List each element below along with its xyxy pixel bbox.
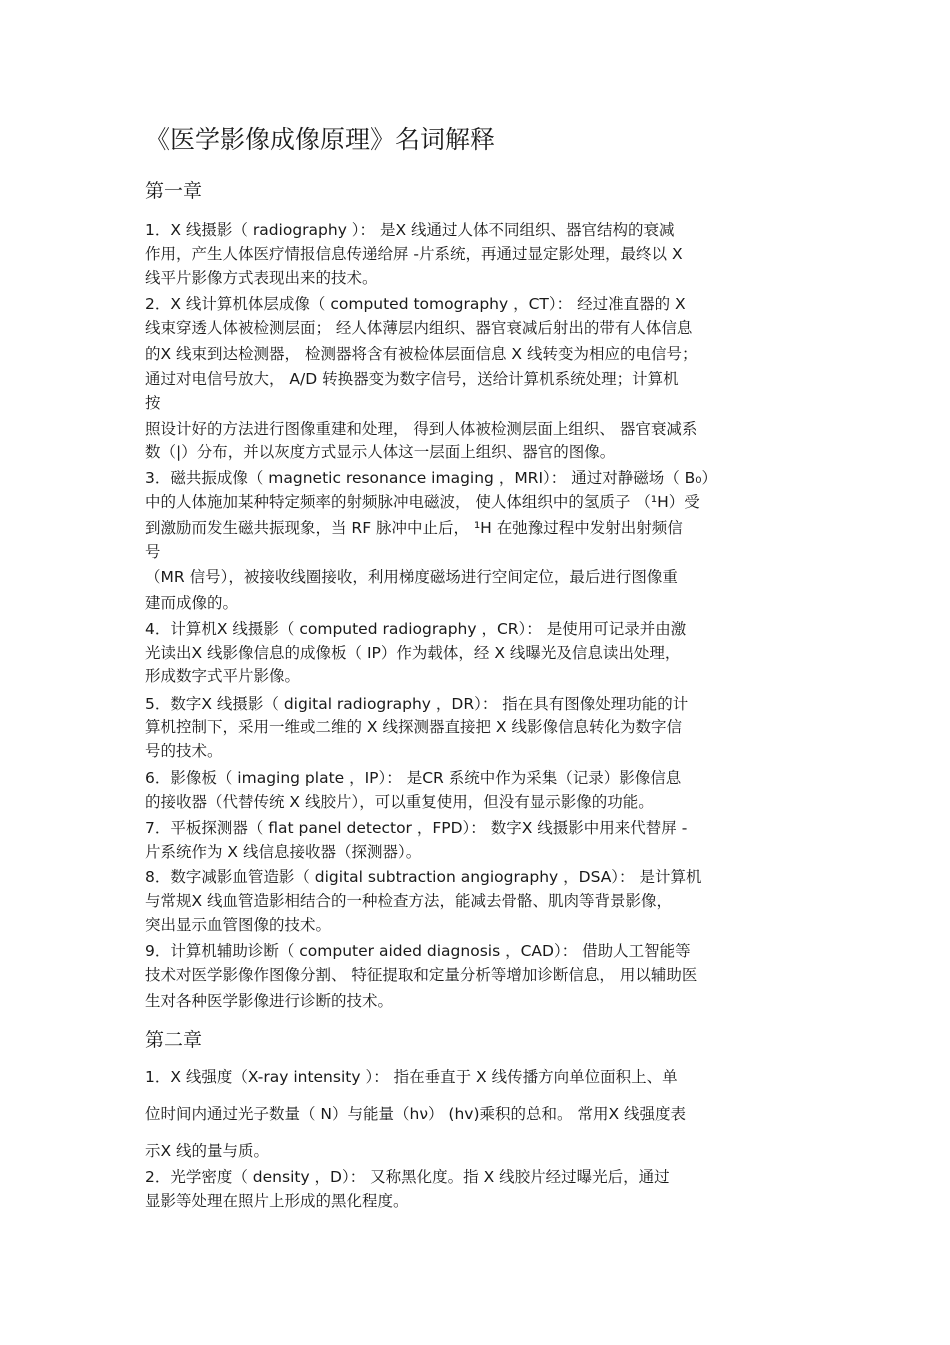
text-line: 技术对医学影像作图像分割、 特征提取和定量分析等增加诊断信息， 用以辅助医 bbox=[145, 966, 698, 984]
text-line: 的X 线束到达检测器， 检测器将含有被检体层面信息 X 线转变为相应的电信号； bbox=[145, 345, 698, 363]
text-line: 7．平板探测器（ flat panel detector ，FPD）： 数字X 线摄影中用来代替屏 - bbox=[145, 819, 688, 837]
text-line: 9．计算机辅助诊断（ computer aided diagnosis ，CAD）： 借助人工智能等 bbox=[145, 942, 691, 960]
text-line: 位时间内通过光子数量（ N）与能量（hν） (hv)乘积的总和。 常用X 线强度表 bbox=[145, 1105, 686, 1123]
text-line: 通过对电信号放大， A/D 转换器变为数字信号，送给计算机系统处理；计算机 bbox=[145, 370, 679, 388]
text-line: 中的人体施加某种特定频率的射频脉冲电磁波， 使人体组织中的氢质子 （¹H）受 bbox=[145, 493, 700, 511]
text-line: 生对各种医学影像进行诊断的技术。 bbox=[145, 992, 394, 1010]
text-line: （MR 信号），被接收线圈接收，利用梯度磁场进行空间定位，最后进行图像重 bbox=[145, 568, 678, 586]
text-line: 4．计算机X 线摄影（ computed radiography ，CR）： 是使用可记录并由激 bbox=[145, 620, 687, 638]
text-line: 号的技术。 bbox=[145, 742, 223, 760]
text-line: 示X 线的量与质。 bbox=[145, 1142, 270, 1160]
page-title: 《医学影像成像原理》名词解释 bbox=[145, 125, 496, 154]
text-line: 线平片影像方式表现出来的技术。 bbox=[145, 269, 378, 287]
text-line: 显影等处理在照片上形成的黑化程度。 bbox=[145, 1192, 409, 1210]
text-line: 片系统作为 X 线信息接收器（探测器）。 bbox=[145, 843, 422, 861]
text-line: 照设计好的方法进行图像重建和处理， 得到人体被检测层面上组织、 器官衰减系 bbox=[145, 420, 698, 438]
text-line: 算机控制下，采用一维或二维的 X 线探测器直接把 X 线影像信息转化为数字信 bbox=[145, 718, 682, 736]
text-line: 8．数字减影血管造影（ digital subtraction angiography ，DSA）： 是计算机 bbox=[145, 868, 702, 886]
text-line: 与常规X 线血管造影相结合的一种检查方法，能减去骨骼、肌肉等背景影像， bbox=[145, 892, 673, 910]
text-line: 到激励而发生磁共振现象，当 RF 脉冲中止后， ¹H 在弛豫过程中发射出射频信 bbox=[145, 519, 683, 537]
text-line: 数（|）分布，并以灰度方式显示人体这一层面上组织、器官的图像。 bbox=[145, 443, 616, 461]
text-line: 作用，产生人体医疗情报信息传递给屏 -片系统，再通过显定影处理，最终以 X bbox=[145, 245, 683, 263]
text-line: 1．X 线摄影（ radiography ）： 是X 线通过人体不同组织、器官结构的衰减 bbox=[145, 221, 675, 239]
text-line: 3．磁共振成像（ magnetic resonance imaging ，MRI）： 通过对静磁场（ B₀） bbox=[145, 469, 717, 487]
text-line: 突出显示血管图像的技术。 bbox=[145, 916, 332, 934]
text-line: 形成数字式平片影像。 bbox=[145, 667, 301, 685]
text-line: 光读出X 线影像信息的成像板（ IP）作为载体，经 X 线曝光及信息读出处理， bbox=[145, 644, 681, 662]
text-line: 2．X 线计算机体层成像（ computed tomography ，CT）： 经过准直器的 X bbox=[145, 295, 686, 313]
text-line: 2．光学密度（ density ，D）： 又称黑化度。指 X 线胶片经过曝光后，通过 bbox=[145, 1168, 670, 1186]
chapter-2-heading: 第二章 bbox=[145, 1029, 203, 1051]
chapter-1-heading: 第一章 bbox=[145, 180, 203, 202]
text-line: 6．影像板（ imaging plate ，IP）： 是CR 系统中作为采集（记录）影像信息 bbox=[145, 769, 682, 787]
text-line: 按 bbox=[145, 394, 161, 412]
text-line: 号 bbox=[145, 543, 161, 561]
text-line: 5．数字X 线摄影（ digital radiography ，DR）： 指在具有图像处理功能的计 bbox=[145, 695, 689, 713]
text-line: 的接收器（代替传统 X 线胶片），可以重复使用，但没有显示影像的功能。 bbox=[145, 793, 654, 811]
text-line: 线束穿透人体被检测层面； 经人体薄层内组织、器官衰减后射出的带有人体信息 bbox=[145, 319, 693, 337]
text-line: 建而成像的。 bbox=[145, 594, 239, 612]
text-line: 1．X 线强度（X-ray intensity ）： 指在垂直于 X 线传播方向单位面积上、单 bbox=[145, 1068, 678, 1086]
